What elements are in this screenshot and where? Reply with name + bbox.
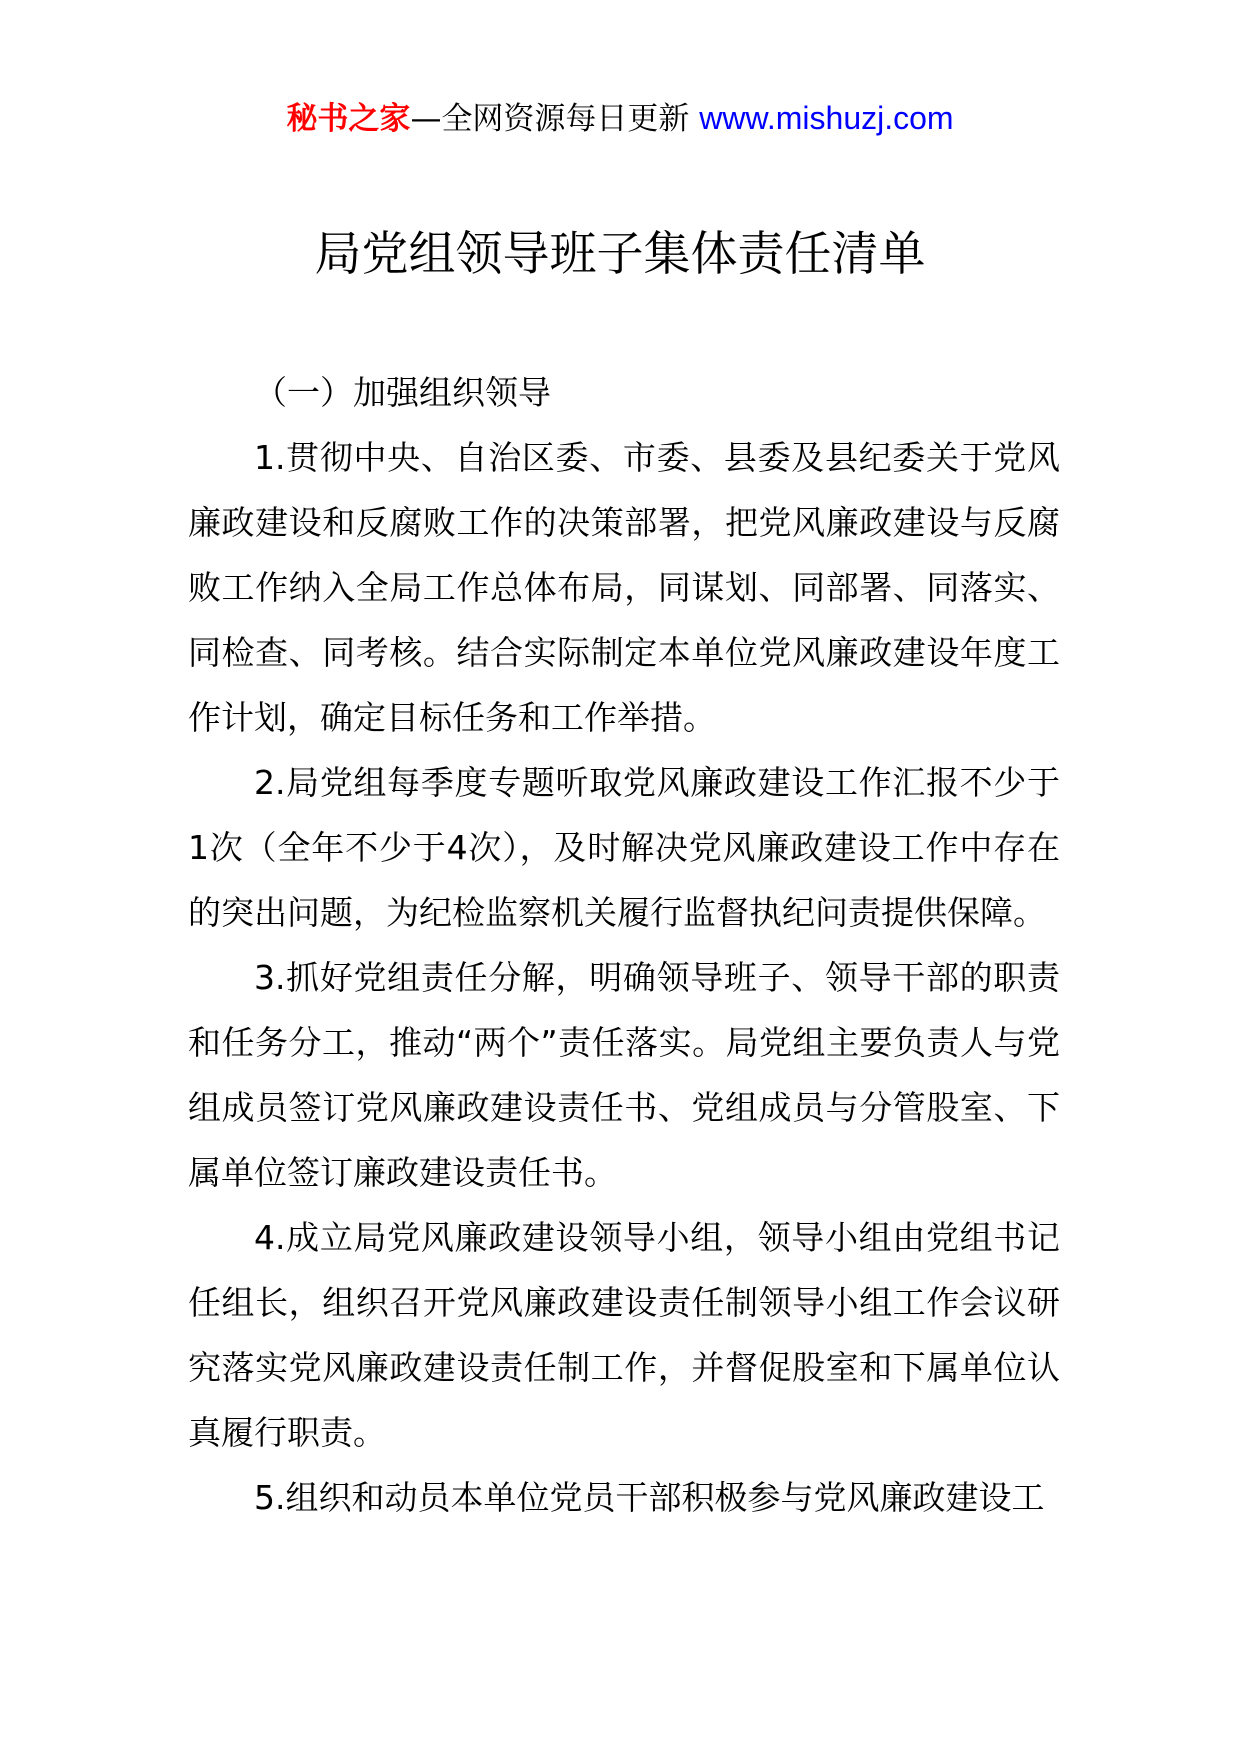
document-title: 局党组领导班子集体责任清单 xyxy=(314,227,926,282)
site-url-link[interactable]: www.mishuzj.com xyxy=(699,100,954,136)
document-body xyxy=(188,360,1060,1530)
paragraph-3: 3.抓好党组责任分解，明确领导班子、领导干部的职责和任务分工，推动“两个”责任落实。局党组主要负责人与党组成员签订党风廉政建设责任书、党组成员与分管股室、下属单位签订廉政建设责任书。 xyxy=(188,958,1060,1192)
paragraph-2: 2.局党组每季度专题听取党风廉政建设工作汇报不少于1次（全年不少于4次），及时解决党风廉政建设工作中存在的突出问题，为纪检监察机关履行监督执纪问责提供保障。 xyxy=(188,763,1060,932)
site-brand: 秘书之家 xyxy=(286,101,411,137)
site-header xyxy=(0,98,1240,139)
section-heading: （一）加强组织领导 xyxy=(254,373,551,412)
site-slogan: —全网资源每日更新 xyxy=(410,101,690,137)
paragraph-1: 1.贯彻中央、自治区委、市委、县委及县纪委关于党风廉政建设和反腐败工作的决策部署，把党风廉政建设与反腐败工作纳入全局工作总体布局，同谋划、同部署、同落实、同检查、同考核。结合实际制定本单位党风廉政建设年度工作计划，确定目标任务和工作举措。 xyxy=(188,438,1060,737)
paragraph-4: 4.成立局党风廉政建设领导小组，领导小组由党组书记任组长，组织召开党风廉政建设责任制领导小组工作会议研究落实党风廉政建设责任制工作，并督促股室和下属单位认真履行职责。 xyxy=(188,1218,1060,1452)
paragraph-5: 5.组织和动员本单位党员干部积极参与党风廉政建设工 xyxy=(254,1478,1045,1517)
